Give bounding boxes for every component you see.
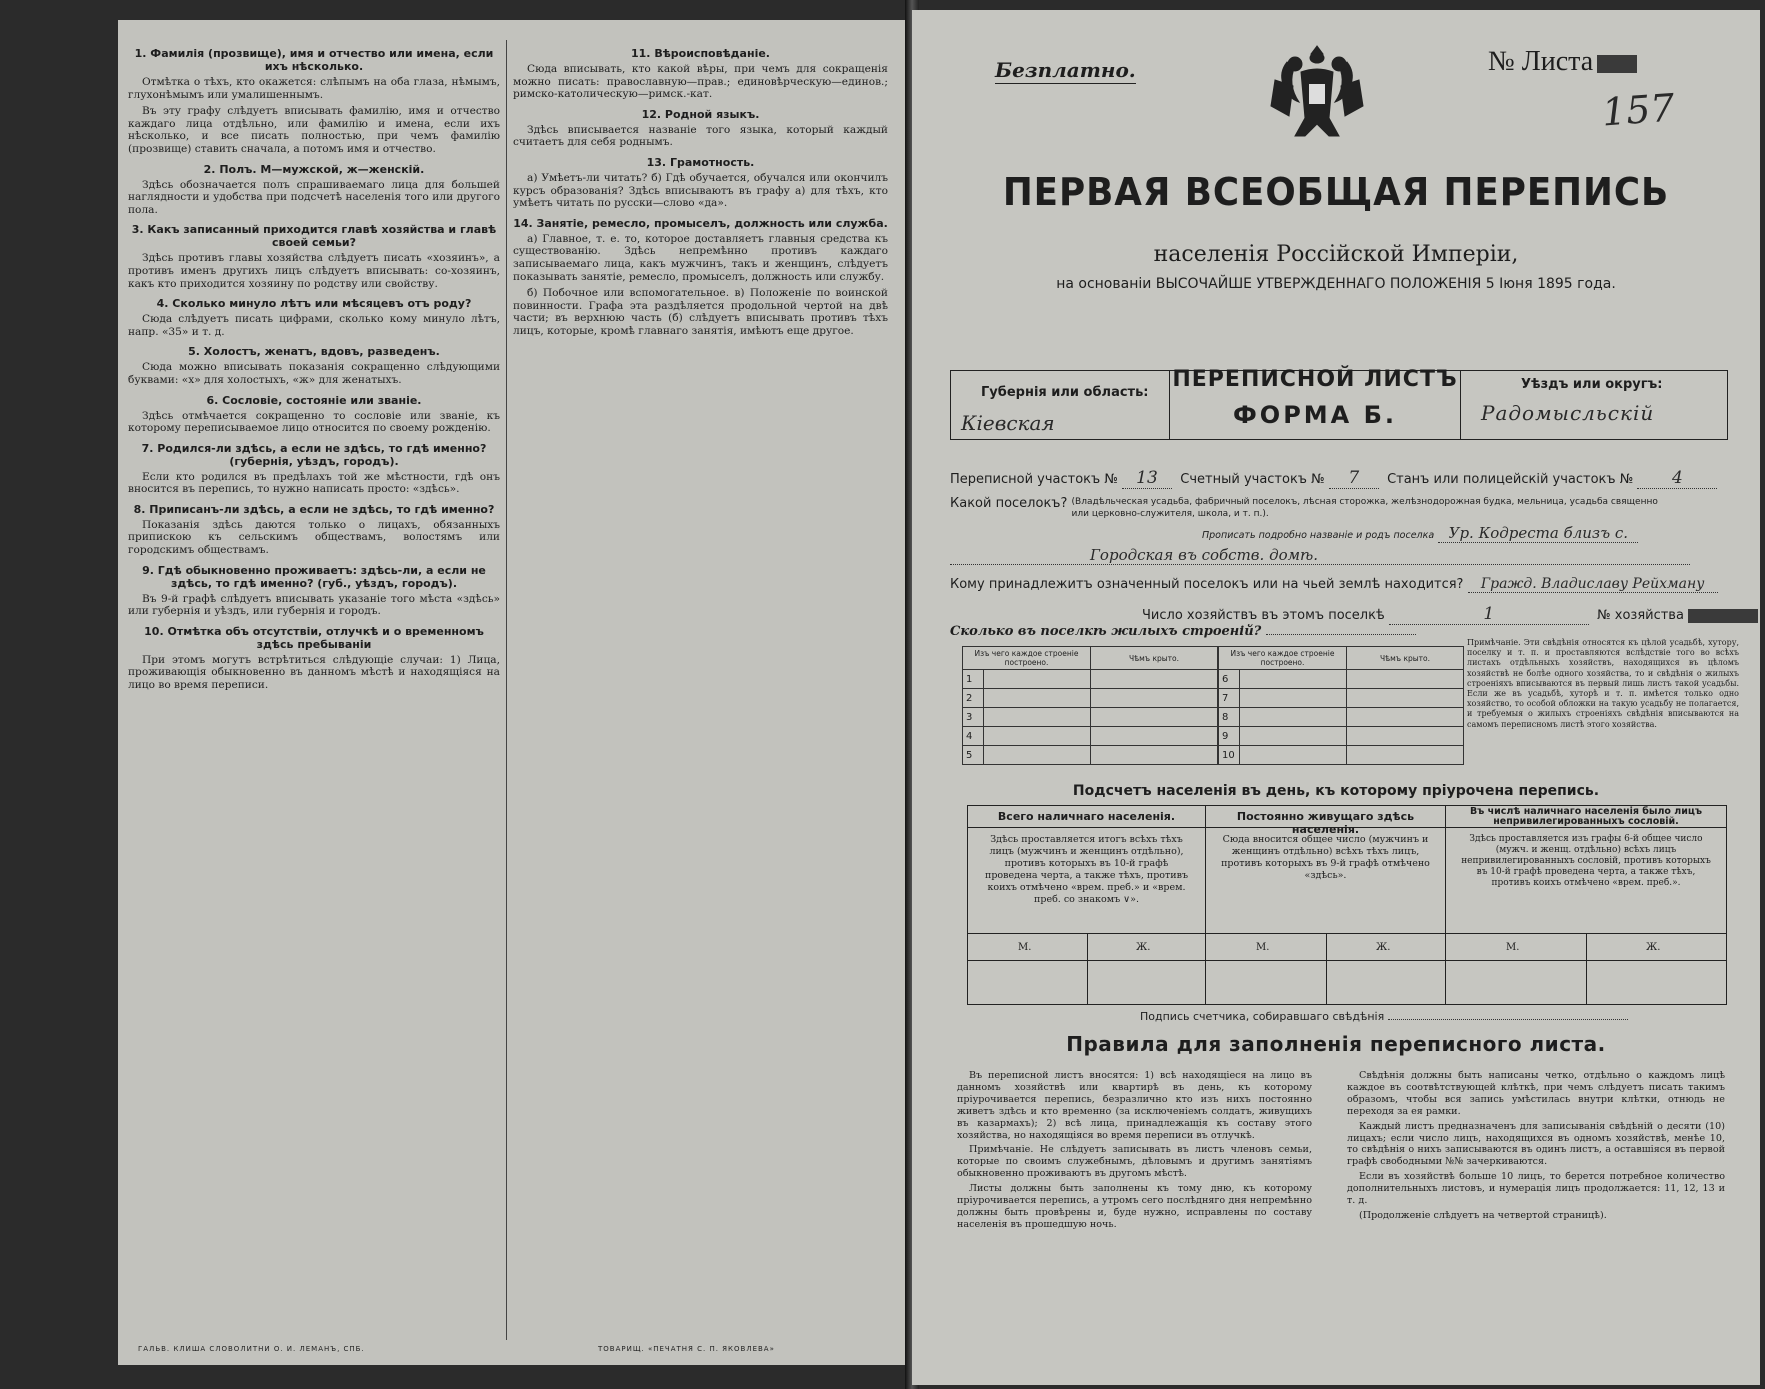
building-row [1219,708,1464,727]
uezd-value: Радомысльскій [1481,401,1655,425]
instruction-paragraph: Здѣсь вписывается названіе того языка, который каждый считаетъ для себя роднымъ. [513,123,888,149]
buildings-side-note: Примѣчаніе. Эти свѣдѣнія относятся къ цѣлой усадьбѣ, хутору, поселку и т. п. и проставляются вслѣдствіе того во всѣхъ листахъ отдѣльныхъ хозяйствъ, находящихся въ цѣломъ хозяйствѣ не болѣе одного хозяйства, то и свѣдѣнія о жилыхъ строеніяхъ вписываются въ первый лишь листъ такой усадьбы. Если же въ усадьбѣ, хуторѣ и т. п. имѣется только одно хозяйство, то особой обложки на такую усадьбу не полагается, и требуемыя о жилыхъ строеніяхъ свѣдѣнія вписываются на самомъ переписномъ листѣ этого хозяйства. [1467,638,1739,729]
count-col-permanent-title: Постоянно живущаго здѣсь населенія. [1206,806,1445,828]
instruction-heading: 10. Отмѣтка объ отсутствіи, отлучкѣ и о временномъ здѣсь пребываніи [144,624,484,651]
roof-material-cell [1091,670,1218,689]
buildings-value-blank [1266,634,1416,635]
instruction-paragraph: Здѣсь обозначается полъ спрашиваемаго лица для большей наглядности и удобства при подсчетѣ населенія того или другого пола. [128,178,500,216]
owner-line [950,576,1718,593]
instruction-heading: 8. Приписанъ-ли здѣсь, а если не здѣсь, то гдѣ именно? [133,502,495,516]
instruction-heading: 13. Грамотность. [646,155,755,169]
population-count-heading: Подсчетъ населенія въ день, къ которому пріурочена перепись. [1072,783,1600,799]
signature-blank [1388,1019,1628,1020]
settlement-label: Какой поселокъ? [950,496,1068,511]
count-district-label: Счетный участокъ № [1180,472,1325,487]
stan-label: Станъ или полицейскій участокъ № [1387,472,1634,487]
instruction-paragraph: а) Главное, т. е. то, которое доставляетъ главныя средства къ существованію. Здѣсь непремѣнно противъ каждаго записываемаго лица, какъ мужчинъ, такъ и женщинъ, слѣдуетъ показывать занятіе, ремесло, промыселъ, должность или службу. [513,232,888,283]
households-label: Число хозяйствъ въ этомъ поселкѣ [1142,608,1385,623]
building-row-number: 8 [1219,708,1240,727]
instruction-paragraph: а) Умѣетъ-ли читать? б) Гдѣ обучается, обучался или окончилъ курсъ образованія? Здѣсь вписываютъ въ графу а) для тѣхъ, кто умѣетъ читать по русски—слово «да». [513,171,888,210]
stan-value: 4 [1637,468,1717,489]
building-row [963,670,1218,689]
rule-paragraph: Въ переписной листъ вносятся: 1) всѣ находящіеся на лицо въ данномъ хозяйствѣ или квартирѣ въ день, къ которому пріурочивается перепись, безразлично кто изъ нихъ постоянно живетъ здѣсь и кто временно (за исключеніемъ солдатъ, живущихъ въ казармахъ); 2) всѣ лица, принадлежащія къ составу этого хозяйства, но находящіяся во время переписи въ отлучкѣ. [957,1070,1312,1141]
settlement-hint2: Прописать подробно названіе и родъ поселка [1202,530,1435,541]
building-row [963,746,1218,765]
instruction-heading: 5. Холостъ, женатъ, вдовъ, разведенъ. [188,345,440,359]
building-row [963,689,1218,708]
count-col-total [968,806,1206,1004]
instruction-paragraph: Показанія здѣсь даются только о лицахъ, обязанныхъ припискою къ сельскимъ обществамъ, волостямъ или городскимъ обществамъ. [128,518,500,557]
building-material-cell [984,727,1091,746]
household-number-label: № хозяйства [1597,608,1684,623]
female-abbr: Ж. [1376,942,1391,953]
instruction-paragraph: Въ эту графу слѣдуетъ вписывать фамилію, имя и отчество каждаго лица отдѣльно, или фамилію и имена, если ихъ нѣсколько, и все писать полностью, при чемъ фамилію (прозвище) ставить сначала, а потомъ имя и отчество. [128,105,500,155]
district-line [950,468,1717,489]
instruction-paragraph: Сюда можно вписывать показанія сокращенно слѣдующими буквами: «х» для холостыхъ, «ж» для женатыхъ. [128,361,500,386]
buildings-line [950,624,1416,639]
double-headed-eagle-emblem-icon [1257,32,1377,152]
count-col-nonprivileged-text: Здѣсь проставляется изъ графы 6-й общее число (мужч. и женщ. отдѣльно) всѣхъ лицъ непривилегированныхъ сословій, противъ которыхъ въ 10-й графѣ проведена черта, а также тѣхъ, противъ коихъ отмѣчено «врем. преб.». [1461,834,1711,888]
building-material-cell [1240,727,1347,746]
sheet-number-redaction [1597,55,1637,73]
instruction-paragraph: При этомъ могутъ встрѣтиться слѣдующіе случаи: 1) Лица, проживающія обыкновенно въ данномъ мѣстѣ и находящіяся на лицо во время переписи. [128,653,500,692]
instruction-heading: 1. Фамилія (прозвище), имя и отчество или имена, если ихъ нѣсколько. [134,47,494,73]
building-row [1219,727,1464,746]
rule-paragraph: Примѣчаніе. Не слѣдуетъ записывать въ листъ членовъ семьи, которые по своимъ служебнымъ, дѣловымъ и другимъ занятіямъ обыкновенно проживаютъ въ другомъ мѣстѣ. [957,1144,1312,1180]
census-form-page [912,10,1760,1385]
document-title: ПЕРВАЯ ВСЕОБЩАЯ ПЕРЕПИСЬ [1002,170,1670,214]
left-instruction-page [118,20,908,1365]
instruction-paragraph: Въ 9-й графѣ слѣдуетъ вписывать указаніе того мѣста «здѣсь» или губернія и уѣздъ, или губернія и городъ. [128,592,500,618]
gubernia-box [950,370,1170,440]
rule-paragraph: (Продолженіе слѣдуетъ на четвертой страницѣ). [1359,1209,1607,1221]
instruction-heading: 9. Гдѣ обыкновенно проживаетъ: здѣсь-ли, а если не здѣсь, то гдѣ именно? (губ., уѣздъ, городъ). [142,563,486,590]
building-material-header: Изъ чего каждое строеніе построено. [1219,647,1347,670]
building-row-number: 7 [1219,689,1240,708]
settlement-value-2: Городская въ собств. домѣ. [950,546,1690,565]
rule-paragraph: Свѣдѣнія должны быть написаны четко, отдѣльно о каждомъ лицѣ каждое въ соотвѣтствующей клѣткѣ, при чемъ слѣдуетъ писать такимъ образомъ, чтобы вся запись умѣстилась внутри клѣтки, отнюдь не переходя за ея рамки. [1347,1070,1725,1117]
male-abbr: М. [1018,942,1032,953]
rules-heading: Правила для заполненія переписного листа. [1066,1032,1606,1056]
building-material-cell [984,689,1091,708]
form-title-box [1170,367,1460,440]
settlement-value: Ур. Кодреста близъ с. [1438,524,1638,543]
instruction-heading: 6. Сословіе, состояніе или званіе. [206,393,422,407]
instruction-heading: 14. Занятіе, ремесло, промыселъ, должность или служба. [513,216,888,230]
owner-value: Гражд. Владиславу Рейхману [1468,576,1718,593]
settlement-line [950,496,1672,520]
count-col-nonprivileged [1446,806,1726,1004]
building-row-number: 5 [963,746,984,765]
female-abbr: Ж. [1646,942,1661,953]
households-value: 1 [1389,604,1589,625]
handwritten-sheet-number: 157 [1600,85,1676,135]
instruction-paragraph: Здѣсь отмѣчается сокращенно то сословіе или званіе, къ которому переписываемое лицо относится по своему рожденію. [128,409,500,435]
instruction-paragraph: Если кто родился въ предѣлахъ той же мѣстности, гдѣ онъ вносится въ перепись, то нужно написать просто: «здѣсь». [128,470,500,496]
building-material-header: Изъ чего каждое строеніе построено. [963,647,1091,670]
owner-label: Кому принадлежитъ означенный поселокъ или на чьей землѣ находится? [950,577,1464,592]
instruction-paragraph: Здѣсь противъ главы хозяйства слѣдуетъ писать «хозяинъ», а противъ именъ другихъ лицъ слѣдуетъ вписывать: со-хозяинъ, какъ кто приходится хозяину по родству или свойству. [128,252,500,290]
signature-label: Подпись счетчика, собиравшаго свѣдѣнія [1140,1010,1385,1023]
male-abbr: М. [1256,942,1270,953]
roof-material-cell [1347,670,1464,689]
instruction-paragraph: Сюда слѣдуетъ писать цифрами, сколько кому минуло лѣтъ, напр. «35» и т. д. [128,313,500,338]
male-abbr: М. [1506,942,1520,953]
instruction-heading: 7. Родился-ли здѣсь, а если не здѣсь, то гдѣ именно? (губернія, уѣздъ, городъ). [141,441,487,468]
building-material-cell [1240,670,1347,689]
printer-imprint-left: ГАЛЬВ. КЛИША СЛОВОЛИТНИ О. И. ЛЕМАНЪ, СПБ. [138,1345,365,1353]
roof-material-cell [1347,727,1464,746]
building-material-cell [1240,708,1347,727]
instruction-heading: 2. Полъ. М—мужской, ж—женскій. [203,162,425,176]
count-col-permanent [1206,806,1446,1004]
building-row [1219,689,1464,708]
count-col-nonprivileged-mf [1446,933,1726,1004]
form-title: ПЕРЕПИСНОЙ ЛИСТЪ [1172,367,1458,392]
households-line [1142,604,1758,625]
instruction-paragraph: б) Побочное или вспомогательное. в) Положеніе по воинской повинности. Графа эта раздѣляется продольной чертой на двѣ части; въ верхнюю часть (б) слѣдуетъ вписывать противъ тѣхъ лицъ, которые, кромѣ главнаго занятія, имѣютъ еще другое. [513,287,888,337]
legal-basis-line: на основаніи ВЫСОЧАЙШЕ УТВЕРЖДЕННАГО ПОЛОЖЕНІЯ 5 Іюня 1895 года. [1056,276,1616,292]
building-row-number: 3 [963,708,984,727]
roof-material-cell [1347,689,1464,708]
roof-material-cell [1091,727,1218,746]
buildings-table-right [1218,646,1464,765]
count-col-permanent-mf [1206,933,1445,1004]
female-abbr: Ж. [1136,942,1151,953]
building-material-cell [984,670,1091,689]
building-row [963,708,1218,727]
instruction-heading: 12. Родной языкъ. [641,107,760,121]
census-district-value: 13 [1122,468,1172,489]
enumerator-signature-line [1140,1010,1628,1023]
rules-column-1 [957,1070,1312,1234]
settlement-value-line [1202,524,1638,543]
roof-material-cell [1091,746,1218,765]
buildings-label: Сколько въ поселкѣ жилыхъ строеній? [950,624,1262,639]
count-col-total-text: Здѣсь проставляется итогъ всѣхъ тѣхъ лицъ (мужчинъ и женщинъ отдѣльно), противъ которыхъ въ 10-й графѣ проведена черта, а также тѣхъ, противъ коихъ отмѣчено «врем. преб.» и «врем. преб. со знакомъ ∨». [985,834,1188,905]
count-col-total-mf [968,933,1205,1004]
building-material-cell [984,746,1091,765]
rules-column-2 [1347,1070,1725,1225]
instruction-heading: 3. Какъ записанный приходится главѣ хозяйства и главѣ своей семьи? [131,223,497,250]
building-row-number: 10 [1219,746,1240,765]
roof-material-header: Чѣмъ крыто. [1347,647,1464,670]
roof-material-header: Чѣмъ крыто. [1091,647,1218,670]
household-number-redaction [1688,609,1758,623]
rule-paragraph: Листы должны быть заполнены къ тому дню, къ которому пріурочивается перепись, а утромъ сего послѣдняго дня непремѣнно должны быть провѣрены и, буде нужно, исправлены по составу населенія въ прошедшую ночь. [957,1183,1312,1230]
building-row [1219,746,1464,765]
sheet-number-label: № Листа [1488,46,1637,78]
building-material-cell [1240,746,1347,765]
building-row-number: 2 [963,689,984,708]
building-row-number: 6 [1219,670,1240,689]
building-row [963,727,1218,746]
count-district-value: 7 [1329,468,1379,489]
instruction-paragraph: Отмѣтка о тѣхъ, кто окажется: слѣпымъ на оба глаза, нѣмымъ, глухонѣмымъ или умалишеннымъ. [128,76,500,101]
instruction-heading: 11. Вѣроисповѣданіе. [631,47,770,60]
count-col-total-title: Всего наличнаго населенія. [968,806,1205,828]
population-count-table [967,805,1727,1005]
census-district-label: Переписной участокъ № [950,472,1118,487]
count-col-permanent-text: Сюда вносится общее число (мужчинъ и женщинъ отдѣльно) всѣхъ тѣхъ лицъ, противъ которыхъ въ 9-й графѣ отмѣчено «здѣсь». [1221,834,1430,881]
count-col-nonprivileged-title: Въ числѣ наличнаго населенія было лицъ непривилегированныхъ сословій. [1446,806,1726,828]
form-type: ФОРМА Б. [1232,401,1397,429]
roof-material-cell [1347,708,1464,727]
instruction-paragraph: Сюда вписывать, кто какой вѣры, при чемъ для сокращенія можно писать: православную—прав.; единовѣрческую—единов.; римско-католическую—римск.-кат. [513,63,888,101]
roof-material-cell [1347,746,1464,765]
uezd-box [1460,370,1728,440]
instruction-heading: 4. Сколько минуло лѣтъ или мѣсяцевъ отъ роду? [156,297,472,311]
gubernia-label: Губернія или область: [981,385,1149,400]
building-row-number: 1 [963,670,984,689]
column-divider [506,40,507,1340]
rule-paragraph: Каждый листъ предназначенъ для записыванія свѣдѣній о десяти (10) лицахъ; если число лицъ, находящихся въ одномъ хозяйствѣ, менѣе 10, то свѣдѣнія о нихъ записываются въ одинъ листъ, а оставшіяся въ первой графѣ свободными №№ зачеркиваются. [1347,1120,1725,1168]
settlement-value-line2 [950,546,1690,565]
building-material-cell [984,708,1091,727]
printer-imprint-right: ТОВАРИЩ. «ПЕЧАТНЯ С. П. ЯКОВЛЕВА» [598,1345,775,1353]
building-material-cell [1240,689,1347,708]
rule-paragraph: Если въ хозяйствѣ больше 10 лицъ, то берется потребное количество дополнительныхъ листовъ, и нумерація лицъ продолжается: 11, 12, 13 и т. д. [1347,1171,1725,1207]
instructions-column-1 [128,40,500,696]
uezd-label: Уѣздъ или округъ: [1521,377,1663,392]
settlement-hint: (Владѣльческая усадьба, фабричный поселокъ, лѣсная сторожка, желѣзнодорожная будка, мельница, усадьба священно или церковно-служителя, школа, и т. п.). [1071,497,1658,519]
gubernia-value: Кіевская [961,411,1055,435]
roof-material-cell [1091,689,1218,708]
free-of-charge-label: Безплатно. [995,58,1136,82]
building-row-number: 9 [1219,727,1240,746]
instructions-column-2 [513,40,888,342]
building-row [1219,670,1464,689]
buildings-table-left [962,646,1218,765]
building-row-number: 4 [963,727,984,746]
roof-material-cell [1091,708,1218,727]
document-subtitle: населенія Россійской Имперіи, [1153,242,1519,267]
